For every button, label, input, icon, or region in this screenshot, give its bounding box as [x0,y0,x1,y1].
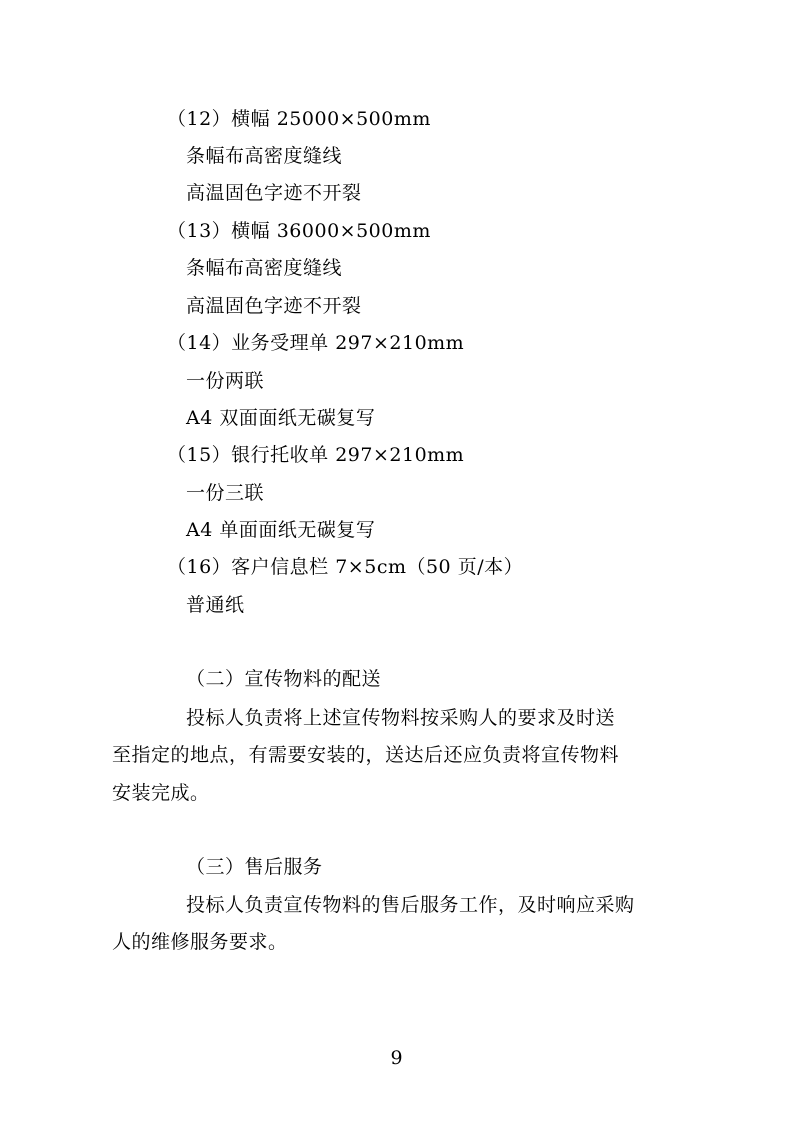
item-16-detail-1: 普通纸 [186,594,245,616]
page-number: 9 [390,1047,403,1069]
item-14-detail-2: A4 双面面纸无碳复写 [186,407,376,429]
item-14-detail-1: 一份两联 [186,370,265,392]
section-2-heading: （二）宣传物料的配送 [186,668,382,690]
section-3-paragraph-line-2: 人的维修服务要求。 [112,931,288,953]
item-16-title: （16）客户信息栏 7×5cm（50 页/本） [167,556,524,578]
section-2-paragraph-line-2: 至指定的地点，有需要安装的，送达后还应负责将宣传物料 [112,744,620,766]
section-2-paragraph-line-3: 安装完成。 [112,782,210,804]
section-3-paragraph-line-1: 投标人负责宣传物料的售后服务工作，及时响应采购 [186,894,635,916]
section-2-paragraph-line-1: 投标人负责将上述宣传物料按采购人的要求及时送 [186,707,616,729]
item-12-detail-2: 高温固色字迹不开裂 [186,182,362,204]
item-15-detail-2: A4 单面面纸无碳复写 [186,519,376,541]
item-15-detail-1: 一份三联 [186,482,265,504]
item-12-detail-1: 条幅布高密度缝线 [186,145,343,167]
item-13-title: （13）横幅 36000×500mm [167,220,431,242]
item-14-title: （14）业务受理单 297×210mm [167,332,465,354]
item-12-title: （12）横幅 25000×500mm [167,108,431,130]
item-13-detail-1: 条幅布高密度缝线 [186,257,343,279]
section-3-heading: （三）售后服务 [186,856,323,878]
item-15-title: （15）银行托收单 297×210mm [167,444,465,466]
item-13-detail-2: 高温固色字迹不开裂 [186,295,362,317]
